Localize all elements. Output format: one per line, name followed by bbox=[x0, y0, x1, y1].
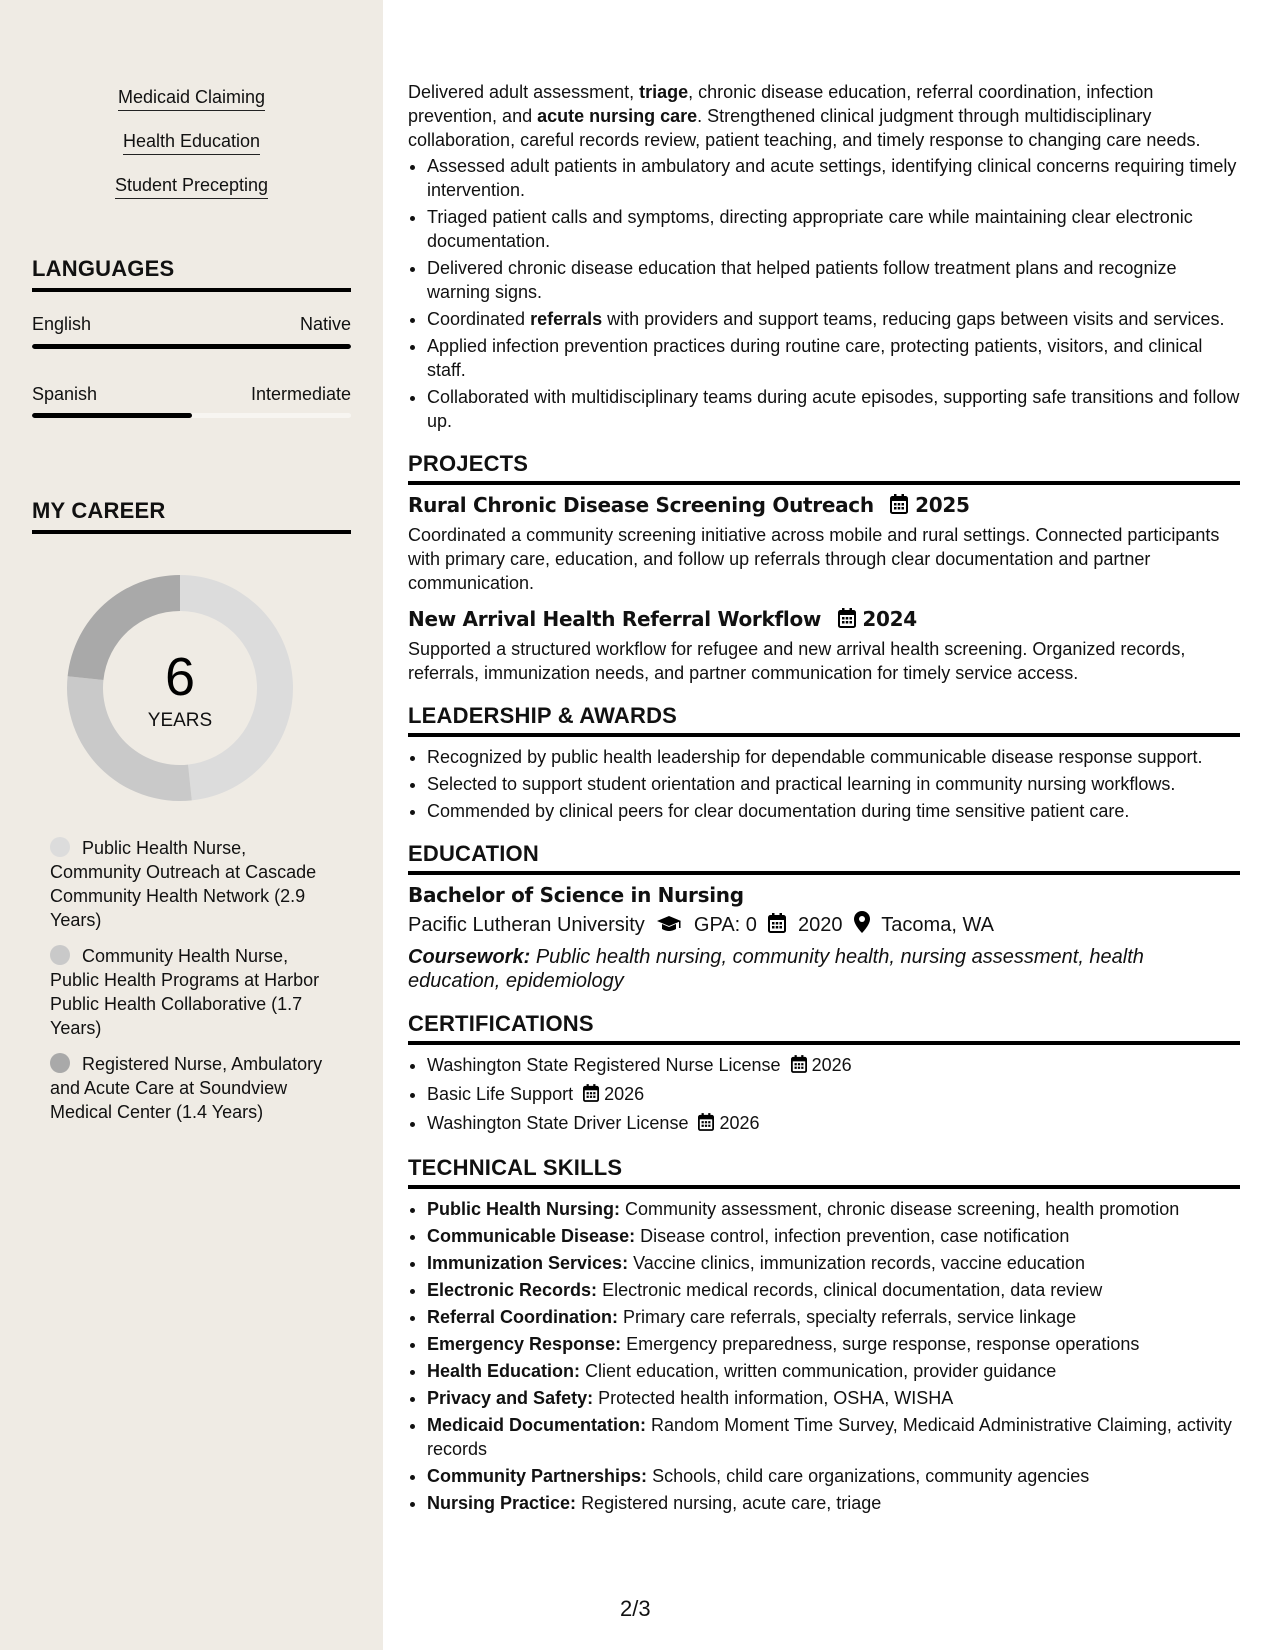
map-pin-icon bbox=[854, 911, 870, 939]
skill-item bbox=[427, 1464, 1240, 1488]
experience-bullet bbox=[427, 307, 1240, 331]
leadership-heading: LEADERSHIP & AWARDS bbox=[408, 703, 1240, 737]
skill-category: Privacy and Safety: bbox=[427, 1388, 594, 1408]
coursework bbox=[408, 945, 1240, 993]
certifications-heading: CERTIFICATIONS bbox=[408, 1011, 1240, 1045]
skill-category: Public Health Nursing: bbox=[427, 1199, 621, 1219]
skill-values: Primary care referrals, specialty referrals, service linkage bbox=[623, 1307, 1077, 1327]
education-year: 2020 bbox=[798, 914, 843, 936]
skill-values: Random Moment Time Survey, Medicaid Administrative Claiming, activity records bbox=[427, 1415, 1232, 1459]
project-name: Rural Chronic Disease Screening Outreach bbox=[408, 493, 874, 517]
calendar-icon bbox=[890, 494, 908, 519]
skill-category: Communicable Disease: bbox=[427, 1226, 636, 1246]
career-legend-item bbox=[50, 1052, 325, 1124]
leadership-item: • Commended by clinical peers for clear documentation during time sensitive patient care. bbox=[427, 799, 1240, 823]
skill-tag: Student Precepting bbox=[115, 174, 268, 199]
career-legend-label: Registered Nurse, Ambulatory and Acute Care at Soundview Medical Center (1.4 Years) bbox=[50, 1054, 323, 1122]
skill-category: Emergency Response: bbox=[427, 1334, 622, 1354]
education-heading: EDUCATION bbox=[408, 841, 1240, 875]
projects-heading: PROJECTS bbox=[408, 451, 1240, 485]
certification-item bbox=[427, 1111, 1240, 1137]
skill-values: Client education, written communication, provider guidance bbox=[585, 1361, 1057, 1381]
skill-values: Schools, child care organizations, community agencies bbox=[652, 1466, 1090, 1486]
certification-year: 2026 bbox=[719, 1113, 760, 1133]
technical-skills-heading: TECHNICAL SKILLS bbox=[408, 1155, 1240, 1189]
languages-heading: LANGUAGES bbox=[32, 256, 351, 292]
language-proficiency-fill bbox=[32, 413, 192, 418]
skill-category: Health Education: bbox=[427, 1361, 581, 1381]
legend-dot-icon bbox=[50, 945, 70, 965]
skill-item bbox=[427, 1224, 1240, 1248]
skill-item bbox=[427, 1278, 1240, 1302]
language-proficiency-bar bbox=[32, 344, 351, 349]
education-degree: Bachelor of Science in Nursing bbox=[408, 883, 744, 907]
leadership-list bbox=[408, 745, 1240, 823]
experience-bullet: • Triaged patient calls and symptoms, directing appropriate care while maintaining clear electronic documentation. bbox=[427, 205, 1240, 253]
project-name: New Arrival Health Referral Workflow bbox=[408, 607, 822, 631]
sidebar bbox=[0, 0, 383, 1650]
calendar-icon bbox=[791, 1055, 807, 1079]
education-details bbox=[408, 911, 1240, 939]
career-years-label: YEARS bbox=[147, 710, 213, 731]
language-name: Spanish bbox=[32, 384, 98, 404]
skill-item bbox=[427, 1305, 1240, 1329]
certification-name: Washington State Registered Nurse License bbox=[427, 1055, 781, 1075]
career-heading: MY CAREER bbox=[32, 498, 351, 534]
project-year: 2025 bbox=[915, 493, 970, 517]
summary-text: . Strengthened clinical judgment through multidisciplinary collaboration, careful records review, patient teaching, and timely response to changing care needs. bbox=[408, 106, 1201, 150]
skill-values: Vaccine clinics, immunization records, vaccine education bbox=[633, 1253, 1085, 1273]
skill-values: Emergency preparedness, surge response, response operations bbox=[626, 1334, 1140, 1354]
skill-category: Electronic Records: bbox=[427, 1280, 598, 1300]
project-description: Coordinated a community screening initiative across mobile and rural settings. Connected participants with primary care, education, and follow up referrals through clear documentation and partner communication. bbox=[408, 525, 1220, 593]
leadership-item: • Recognized by public health leadership for dependable communicable disease response support. bbox=[427, 745, 1240, 769]
coursework-label: Coursework: bbox=[408, 946, 531, 968]
language-proficiency-bar bbox=[32, 413, 351, 418]
career-legend-item bbox=[50, 836, 325, 932]
skill-tag: Health Education bbox=[123, 130, 260, 155]
skill-values: Protected health information, OSHA, WISHA bbox=[598, 1388, 954, 1408]
education-location: Tacoma, WA bbox=[881, 914, 994, 936]
calendar-icon bbox=[768, 913, 786, 939]
skill-item bbox=[427, 1386, 1240, 1410]
skill-item bbox=[427, 1491, 1240, 1515]
certification-item bbox=[427, 1053, 1240, 1079]
summary-text: Delivered adult assessment, bbox=[408, 82, 640, 102]
certification-year: 2026 bbox=[811, 1055, 852, 1075]
experience-bullet: • Applied infection prevention practices during routine care, protecting patients, visitors, and clinical staff. bbox=[427, 334, 1240, 382]
skill-tags bbox=[0, 86, 383, 218]
skill-category: Nursing Practice: bbox=[427, 1493, 577, 1513]
experience-bullet: • Delivered chronic disease education that helped patients follow treatment plans and recognize warning signs. bbox=[427, 256, 1240, 304]
certification-year: 2026 bbox=[604, 1084, 645, 1104]
project-year: 2024 bbox=[862, 607, 917, 631]
legend-dot-icon bbox=[50, 837, 70, 857]
education-gpa: GPA: 0 bbox=[693, 914, 757, 936]
calendar-icon bbox=[583, 1084, 599, 1108]
skill-item bbox=[427, 1359, 1240, 1383]
career-legend bbox=[50, 836, 325, 1136]
project-description: Supported a structured workflow for refugee and new arrival health screening. Organized records, referrals, immunization needs, and partner communication for timely service access. bbox=[408, 639, 1186, 683]
career-total-years: 6 bbox=[164, 647, 196, 707]
bullet-bold: referrals bbox=[530, 309, 603, 329]
skill-item bbox=[427, 1197, 1240, 1221]
language-level: Native bbox=[299, 314, 351, 334]
skill-category: Immunization Services: bbox=[427, 1253, 629, 1273]
language-row bbox=[32, 314, 351, 335]
skill-category: Referral Coordination: bbox=[427, 1307, 619, 1327]
bullet-text: Coordinated bbox=[427, 309, 531, 329]
certification-item bbox=[427, 1082, 1240, 1108]
legend-dot-icon bbox=[50, 1053, 70, 1073]
education-school: Pacific Lutheran University bbox=[408, 914, 645, 936]
graduation-cap-icon bbox=[656, 915, 682, 939]
bullet-text: with providers and support teams, reducing gaps between visits and services. bbox=[602, 309, 1225, 329]
project-item bbox=[408, 493, 1240, 595]
skill-item bbox=[427, 1332, 1240, 1356]
main-content bbox=[408, 80, 1240, 1518]
career-donut-chart bbox=[67, 575, 293, 801]
calendar-icon bbox=[838, 608, 856, 633]
language-level: Intermediate bbox=[250, 384, 351, 404]
career-legend-label: Public Health Nurse, Community Outreach at Cascade Community Health Network (2.9 Years) bbox=[50, 838, 317, 930]
experience-bullets bbox=[408, 154, 1240, 433]
skill-item bbox=[427, 1251, 1240, 1275]
experience-bullet: • Collaborated with multidisciplinary teams during acute episodes, supporting safe transitions and follow up. bbox=[427, 385, 1240, 433]
language-row bbox=[32, 384, 351, 405]
summary-bold: acute nursing care bbox=[537, 106, 698, 126]
career-legend-item bbox=[50, 944, 325, 1040]
skill-values: Disease control, infection prevention, case notification bbox=[640, 1226, 1070, 1246]
skill-item bbox=[427, 1413, 1240, 1461]
skill-category: Community Partnerships: bbox=[427, 1466, 648, 1486]
career-legend-label: Community Health Nurse, Public Health Programs at Harbor Public Health Collaborative (1.7 Years) bbox=[50, 946, 320, 1038]
leadership-item: • Selected to support student orientation and practical learning in community nursing workflows. bbox=[427, 772, 1240, 796]
language-name: English bbox=[32, 314, 92, 334]
calendar-icon bbox=[698, 1113, 714, 1137]
project-item bbox=[408, 607, 1240, 685]
certification-name: Washington State Driver License bbox=[427, 1113, 689, 1133]
skill-category: Medicaid Documentation: bbox=[427, 1415, 647, 1435]
experience-summary bbox=[408, 80, 1240, 152]
coursework-text: Public health nursing, community health, nursing assessment, health education, epidemiology bbox=[408, 946, 1144, 992]
certifications-list bbox=[408, 1053, 1240, 1137]
skill-tag: Medicaid Claiming bbox=[118, 86, 265, 111]
experience-bullet: • Assessed adult patients in ambulatory and acute settings, identifying clinical concerns requiring timely intervention. bbox=[427, 154, 1240, 202]
skill-values: Registered nursing, acute care, triage bbox=[581, 1493, 882, 1513]
language-proficiency-fill bbox=[32, 344, 351, 349]
technical-skills-list bbox=[408, 1197, 1240, 1515]
certification-name: Basic Life Support bbox=[427, 1084, 574, 1104]
page-number: 2/3 bbox=[620, 1596, 651, 1621]
summary-text: , chronic disease education, referral coordination, infection prevention, and bbox=[408, 82, 1154, 126]
summary-bold: triage bbox=[639, 82, 689, 102]
skill-values: Electronic medical records, clinical documentation, data review bbox=[602, 1280, 1103, 1300]
skill-values: Community assessment, chronic disease screening, health promotion bbox=[625, 1199, 1180, 1219]
